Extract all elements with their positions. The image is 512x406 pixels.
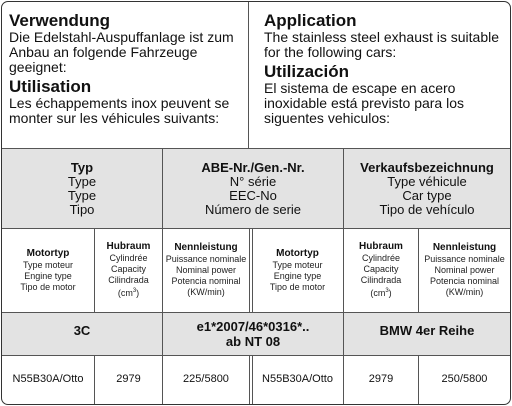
top-divider [248,2,249,148]
header-abe [163,150,343,226]
rule-header-v1 [162,148,163,228]
rule-sub-v3 [249,228,250,312]
engine-2-motortyp-value: N55B30A/Otto [262,373,333,385]
nennleistung-en: Nominal power [175,265,237,275]
motortyp-en: Engine type [273,270,322,281]
rule-header-bottom [2,228,510,229]
vehicle-typ-value: 3C [73,322,91,338]
engine-1-leistung [163,356,249,402]
rule-vehicle-v1 [162,312,163,355]
header-typ-en: Type [67,187,97,203]
engine-1-hubraum-value: 2979 [116,373,141,385]
nennleistung-label: Nennleistung [432,242,497,253]
subheader-nennleistung-2 [419,231,510,309]
header-abe-fr: N° série [229,173,277,189]
engine-2-motortyp [252,356,343,402]
nennleistung-unit: (KW/min) [187,287,225,297]
text-verwendung-line1: Die Edelstahl-Auspuffanlage ist zum [9,29,234,45]
rule-sub-v1 [94,228,95,312]
title-verwendung: Verwendung [9,11,111,30]
subheader-motortyp-2 [252,231,343,309]
motortyp-fr: Type moteur [272,259,323,270]
rule-engine-v5 [418,355,419,405]
header-verkauf-en: Car type [402,187,452,203]
subheader-nennleistung-1 [163,231,249,309]
rule-sub-v5 [418,228,419,312]
engine-1-motortyp [2,356,94,402]
text-utilisation-line2: monter sur les véhicules suivants: [9,110,220,126]
hubraum-unit [118,286,139,299]
rule-sub-v3b [252,228,253,312]
hubraum-en: Capacity [363,264,399,274]
header-abe-label: ABE-Nr./Gen.-Nr. [201,159,305,175]
vehicle-verkauf [344,313,510,347]
motortyp-en: Engine type [24,270,72,281]
title-utilisation: Utilisation [9,77,92,96]
header-abe-es: Número de serie [204,201,302,217]
vehicle-abe-line2: ab NT 08 [225,334,281,349]
text-verwendung-line2: Anbau an folgende Fahrzeuge geeignet: [9,44,198,75]
engine-2-hubraum-value: 2979 [368,373,394,385]
hubraum-unit-sup: 3 [132,288,137,294]
hubraum-fr: Cylindrée [109,253,148,263]
vehicle-verkauf-value: BMW 4er Reihe [379,322,475,338]
header-verkauf-fr: Type véhicule [387,173,467,189]
hubraum-es: Cilindrada [108,275,149,285]
hubraum-unit-text: (cm [370,288,386,298]
text-utilisation-line1: Les échappements inox peuvent se [9,95,230,111]
rule-engine-v4 [343,355,344,405]
engine-1-hubraum [95,356,162,402]
engine-2-hubraum [344,356,418,402]
rule-vehicle-v2 [343,312,344,355]
nennleistung-fr: Puissance nominale [165,254,247,264]
rule-engine-v3 [249,355,250,405]
header-verkauf-label: Verkaufsbezeichnung [360,159,494,175]
nennleistung-es: Potencia nominal [171,276,241,286]
rule-engine-v1 [94,355,95,405]
text-application-line2: for the following cars: [264,44,397,60]
nennleistung-fr: Puissance nominale [424,254,505,264]
subheader-motortyp-1 [2,231,94,309]
rule-header-v2 [343,148,344,228]
nennleistung-label: Nennleistung [174,242,238,253]
header-abe-en: EEC-No [229,187,277,203]
rule-sub-v4 [343,228,344,312]
rule-sub-v2 [162,228,163,312]
motortyp-es: Tipo de motor [20,281,76,292]
nennleistung-unit: (KW/min) [445,287,484,297]
application-en-es [264,12,504,126]
header-typ [2,150,162,226]
nennleistung-es: Potencia nominal [429,276,500,286]
rule-engine-v3b [252,355,253,405]
hubraum-fr: Cylindrée [361,253,401,263]
subheader-hubraum-1 [95,231,162,309]
text-utilizacion-line1: El sistema de escape en acero [264,80,456,96]
header-verkauf [344,150,510,226]
hubraum-label: Hubraum [106,241,151,252]
title-application: Application [264,11,357,30]
title-utilizacion: Utilización [264,62,350,81]
hubraum-label: Hubraum [359,241,403,252]
hubraum-unit-text: (cm [117,288,133,298]
hubraum-es: Cilindrada [360,275,402,285]
engine-1-leistung-value: 225/5800 [183,373,229,385]
engine-1-motortyp-value: N55B30A/Otto [12,373,84,385]
certificate-frame [1,1,511,405]
rule-header-top [2,148,510,149]
application-de-fr [9,12,247,126]
header-verkauf-es: Tipo de vehículo [379,201,475,217]
hubraum-unit [370,286,391,299]
motortyp-fr: Type moteur [22,259,74,270]
rule-engine-v2 [162,355,163,405]
vehicle-abe-line1: e1*2007/46*0316*.. [196,319,310,334]
hubraum-en: Capacity [110,264,146,274]
text-utilizacion-line3: siguentes vehiculos: [264,110,391,126]
header-typ-label: Typ [70,159,94,175]
engine-2-leistung [419,356,510,402]
text-utilizacion-line2: inoxidable está previsto para los [264,95,465,111]
header-typ-es: Tipo [69,201,95,217]
hubraum-unit-sup: 3 [385,288,389,294]
vehicle-abe [163,315,343,353]
text-application-line1: The stainless steel exhaust is suitable [264,29,500,45]
subheader-hubraum-2 [344,231,418,309]
vehicle-typ [2,313,162,347]
motortyp-label: Motortyp [276,247,319,259]
motortyp-label: Motortyp [26,247,70,259]
engine-2-leistung-value: 250/5800 [441,373,488,385]
motortyp-es: Tipo de motor [269,281,326,292]
nennleistung-en: Nominal power [434,265,495,275]
hubraum-unit-end: ) [136,288,140,298]
hubraum-unit-end: ) [388,288,392,298]
header-typ-fr: Type [67,173,97,189]
